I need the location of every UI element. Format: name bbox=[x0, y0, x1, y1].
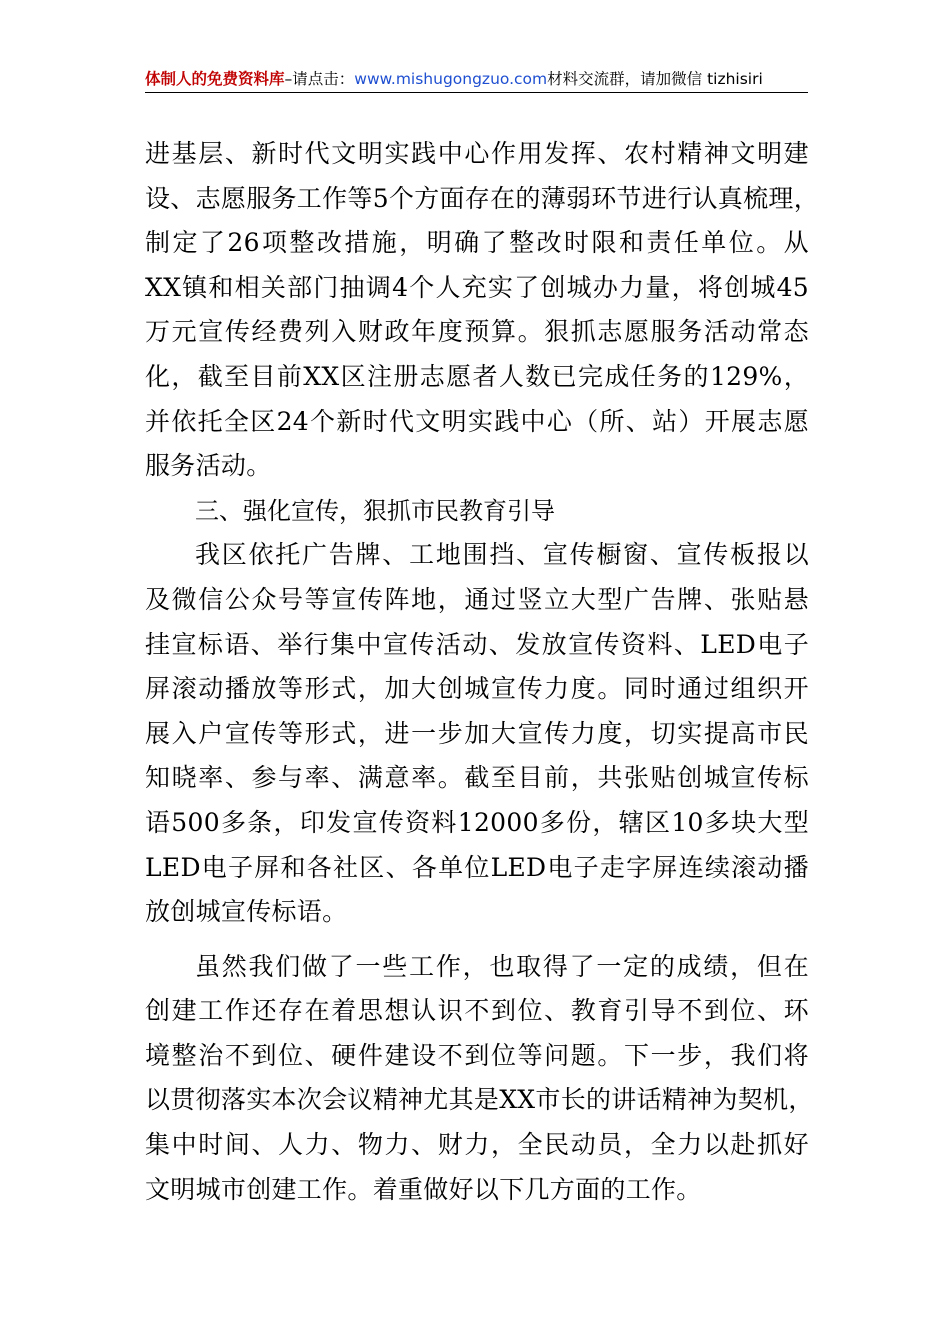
text-line: 虽然我们做了一些工作，也取得了一定的成绩，但在 bbox=[195, 951, 809, 981]
text-line: 以贯彻落实本次会议精神尤其是XX市长的讲话精神为契机， bbox=[145, 1085, 814, 1115]
section-heading: 三、强化宣传，狠抓市民教育引导 bbox=[195, 496, 555, 525]
paragraph-next-steps bbox=[145, 945, 814, 1213]
page-header bbox=[145, 66, 808, 93]
text-line: 挂宣标语、举行集中宣传活动、发放宣传资料、LED电子 bbox=[145, 629, 809, 659]
paragraph-publicity bbox=[145, 533, 809, 934]
text-line: 化，截至目前XX区注册志愿者人数已完成任务的129%， bbox=[145, 361, 809, 391]
header-group-text: 材料交流群，请加微信 tizhisiri bbox=[547, 70, 763, 88]
text-line: 设、志愿服务工作等5个方面存在的薄弱环节进行认真梳理， bbox=[145, 183, 820, 213]
text-line: 展入户宣传等形式，进一步加大宣传力度，切实提高市民 bbox=[145, 718, 809, 748]
document-body bbox=[145, 132, 820, 1212]
header-brand: 体制人的免费资料库 bbox=[145, 70, 285, 88]
paragraph-gap bbox=[145, 935, 809, 945]
text-line: 服务活动。 bbox=[145, 451, 272, 481]
text-line: LED电子屏和各社区、各单位LED电子走字屏连续滚动播 bbox=[145, 852, 809, 882]
header-click-prompt: –请点击： bbox=[284, 70, 355, 88]
text-line: 文明城市创建工作。着重做好以下几方面的工作。 bbox=[145, 1174, 702, 1204]
text-line: 语500多条，印发宣传资料12000多份，辖区10多块大型 bbox=[145, 807, 809, 837]
text-line: 进基层、新时代文明实践中心作用发挥、农村精神文明建 bbox=[145, 139, 809, 168]
text-line: 知晓率、参与率、满意率。截至目前，共张贴创城宣传标 bbox=[145, 763, 809, 793]
text-line: 及微信公众号等宣传阵地，通过竖立大型广告牌、张贴悬 bbox=[145, 584, 809, 614]
text-line: 境整治不到位、硬件建设不到位等问题。下一步，我们将 bbox=[145, 1040, 809, 1070]
text-line: 我区依托广告牌、工地围挡、宣传橱窗、宣传板报以 bbox=[195, 540, 809, 570]
text-line: XX镇和相关部门抽调4个人充实了创城办力量，将创城45 bbox=[145, 272, 809, 302]
paragraph-continued bbox=[145, 132, 820, 489]
text-line: 集中时间、人力、物力、财力，全民动员，全力以赴抓好 bbox=[145, 1130, 809, 1160]
text-line: 万元宣传经费列入财政年度预算。狠抓志愿服务活动常态 bbox=[145, 317, 809, 347]
header-url-link[interactable]: www.mishugongzuo.com bbox=[354, 70, 548, 88]
text-line: 放创城宣传标语。 bbox=[145, 897, 348, 927]
text-line: 制定了26项整改措施，明确了整改时限和责任单位。从 bbox=[145, 228, 809, 258]
text-line: 创建工作还存在着思想认识不到位、教育引导不到位、环 bbox=[145, 996, 809, 1026]
text-line: 屏滚动播放等形式，加大创城宣传力度。同时通过组织开 bbox=[145, 674, 809, 704]
text-line: 并依托全区24个新时代文明实践中心（所、站）开展志愿 bbox=[145, 406, 809, 436]
